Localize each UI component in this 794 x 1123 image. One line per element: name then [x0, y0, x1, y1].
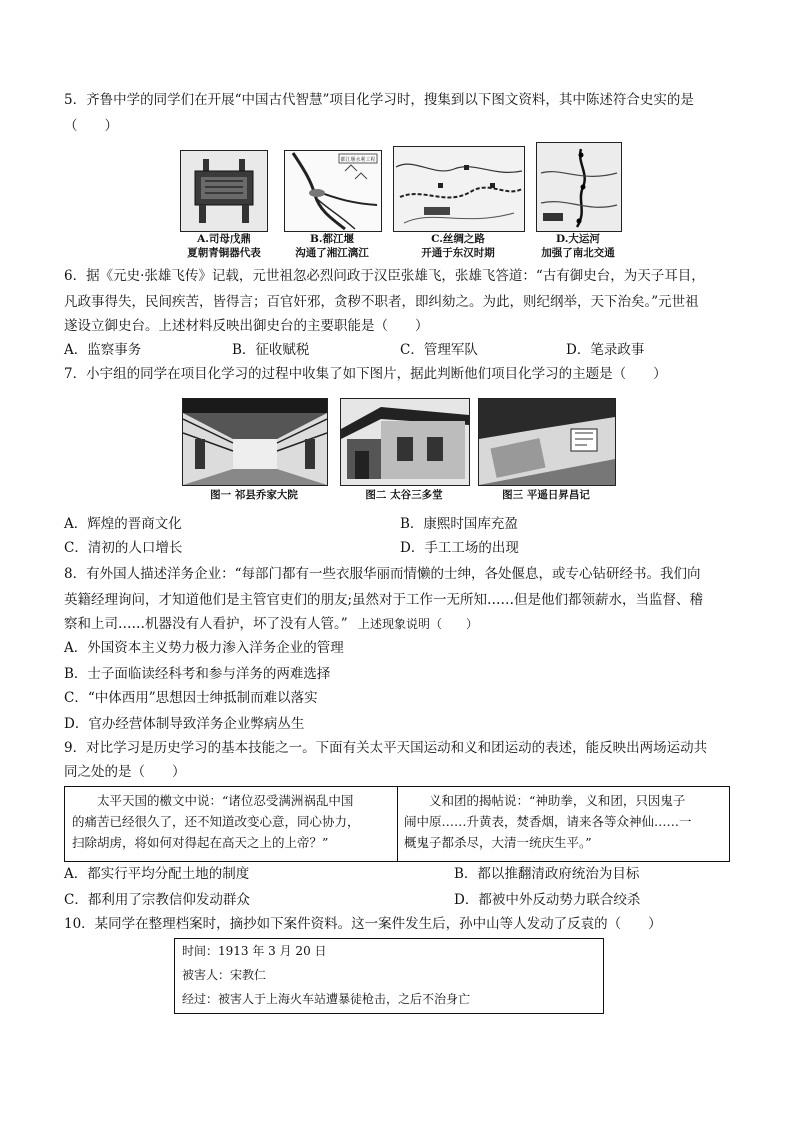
q5-stem: 5．齐鲁中学的同学们在开展“中国古代智慧”项目化学习时，搜集到以下图文资料，其中陈述符合史实的是: [64, 92, 694, 108]
q9-boxer-line-2: 闹中原……升黄表，焚香烟，请来各等众神仙……一: [404, 814, 692, 829]
q10-record-process: 经过：被害人于上海火车站遭暴徒枪击，之后不治身亡: [182, 992, 471, 1006]
q9-option-a: A．都实行平均分配土地的制度: [64, 866, 250, 882]
q9-option-c: C．都利用了宗教信仰发动群众: [64, 892, 250, 908]
qiao-family-courtyard-icon: [183, 399, 327, 485]
q7-option-d: D．手工工场的出现: [400, 540, 519, 556]
q7-option-a: A．辉煌的晋商文化: [64, 516, 182, 532]
q10-record-victim: 被害人：宋教仁: [182, 968, 267, 982]
map-title: 都江堰水利工程: [340, 157, 376, 163]
q5-caption-d-line2: 加强了南北交通: [541, 247, 615, 259]
q7-caption-2: 图二 太谷三多堂: [365, 489, 443, 501]
q6-line-3: 遂设立御史台。上述材料反映出御史台的主要职能是（ ）: [64, 318, 429, 334]
q5-caption-c-line2: 开通于东汉时期: [421, 247, 495, 259]
q6-option-a: A．监察事务: [64, 342, 142, 358]
q9-line-2: 同之处的是（ ）: [64, 764, 186, 780]
q9-option-b: B．都以推翻清政府统治为目标: [454, 866, 640, 882]
q9-taiping-text: [72, 790, 394, 853]
q7-caption-3: 图三 平遥日昇昌记: [502, 489, 590, 501]
q9-boxer-text: [404, 790, 726, 853]
q5-caption-d: [526, 232, 630, 260]
q8-line-2: 英籍经理询问，才知道他们是主管官吏们的朋友;虽然对于工作一无所知……但是他们都领薪水，当监督、稽: [64, 592, 704, 608]
q6-line-2: 凡政事得失，民间疾苦，皆得言；百官奸邪，贪秽不职者，即纠劾之。为此，则纪纲举，天下治矣。”元世祖: [64, 294, 699, 310]
q5-image-c: [393, 146, 525, 232]
q9-boxer-line-3: 概鬼子都杀尽，大清一统庆生平。”: [404, 835, 592, 850]
q9-taiping-line-3: 扫除胡虏，将如何对得起在高天之上的上帝？”: [72, 835, 329, 850]
q5-caption-b: [280, 232, 384, 260]
q10-record-time: 时间：1913 年 3 月 20 日: [182, 944, 327, 958]
taigu-sanduotang-icon: [341, 399, 469, 485]
q9-taiping-line-2: 的痛苦已经很久了，还不知道改变心意，同心协力，: [72, 814, 360, 829]
q8-line-3b: 上述现象说明（ ）: [358, 617, 479, 631]
q7-image-2: [340, 398, 470, 486]
q7-option-b: B．康熙时国库充盈: [400, 516, 518, 532]
q7-image-3: [478, 398, 616, 486]
q9-table-divider: [397, 786, 398, 861]
silk-road-map-icon: [394, 147, 524, 231]
q6-option-c: C．管理军队: [400, 342, 478, 358]
q5-caption-d-line1: D.大运河: [556, 233, 600, 245]
q6-line-1: 6．据《元史·张雄飞传》记载，元世祖忽必烈问政于汉臣张雄飞，张雄飞答道：“古有御史台，为天子耳目，: [64, 268, 705, 284]
q7-caption-1: 图一 祁县乔家大院: [210, 489, 298, 501]
q7-stem: 7．小宇组的同学在项目化学习的过程中收集了如下图片，据此判断他们项目化学习的主题是（ ）: [64, 366, 667, 382]
q5-caption-b-line2: 沟通了湘江漓江: [295, 247, 369, 259]
q8-option-b: B．士子面临读经科考和参与洋务的两难选择: [64, 666, 331, 682]
q9-boxer-line-1: 义和团的揭帖说：“神助拳，义和团，只因鬼子: [404, 793, 686, 808]
q5-image-b: [284, 150, 382, 232]
q8-line-3a: 察和上司……机器没有人看护，坏了没有人管。”: [64, 616, 348, 632]
q8-option-d: D．官办经营体制导致洋务企业弊病丛生: [64, 716, 305, 732]
q8-option-a: A．外国资本主义势力极力渗入洋务企业的管理: [64, 640, 344, 656]
q6-option-b: B．征收赋税: [232, 342, 310, 358]
q5-caption-b-line1: B.都江堰: [309, 233, 355, 245]
q9-line-1: 9．对比学习是历史学习的基本技能之一。下面有关太平天国运动和义和团运动的表述，能反映出两场运动共: [64, 740, 708, 756]
q8-line-1: 8．有外国人描述洋务企业：“每部门都有一些衣服华丽而情懒的士绅，各处偃息，或专心钻研经书。我们向: [64, 566, 701, 582]
q9-taiping-line-1: 太平天国的檄文中说：“诸位忍受满洲祸乱中国: [72, 793, 354, 808]
q7-image-1: [182, 398, 328, 486]
q7-option-c: C．清初的人口增长: [64, 540, 183, 556]
q5-caption-a: [176, 232, 272, 260]
q5-caption-c: [400, 232, 516, 260]
q5-image-d: [536, 142, 622, 232]
grand-canal-map-icon: [537, 143, 621, 231]
q10-stem: 10．某同学在整理档案时，摘抄如下案件资料。这一案件发生后，孙中山等人发动了反袁的（ ）: [64, 916, 662, 932]
q5-caption-c-line1: C.丝绸之路: [431, 233, 485, 245]
q8-option-c: C．“中体西用”思想因士绅抵制而难以落实: [64, 690, 318, 706]
bronze-cauldron-icon: [181, 151, 267, 231]
rishengchang-icon: [479, 399, 615, 485]
dujiangyan-map-icon: [285, 151, 381, 231]
q9-option-d: D．都被中外反动势力联合绞杀: [454, 892, 641, 908]
q5-image-a: [180, 150, 268, 232]
q5-caption-a-line1: A.司母戊鼎: [197, 233, 251, 245]
q6-option-d: D．笔录政事: [566, 342, 645, 358]
q5-answer-blank: （ ）: [64, 118, 118, 134]
q5-caption-a-line2: 夏朝青铜器代表: [187, 247, 261, 259]
